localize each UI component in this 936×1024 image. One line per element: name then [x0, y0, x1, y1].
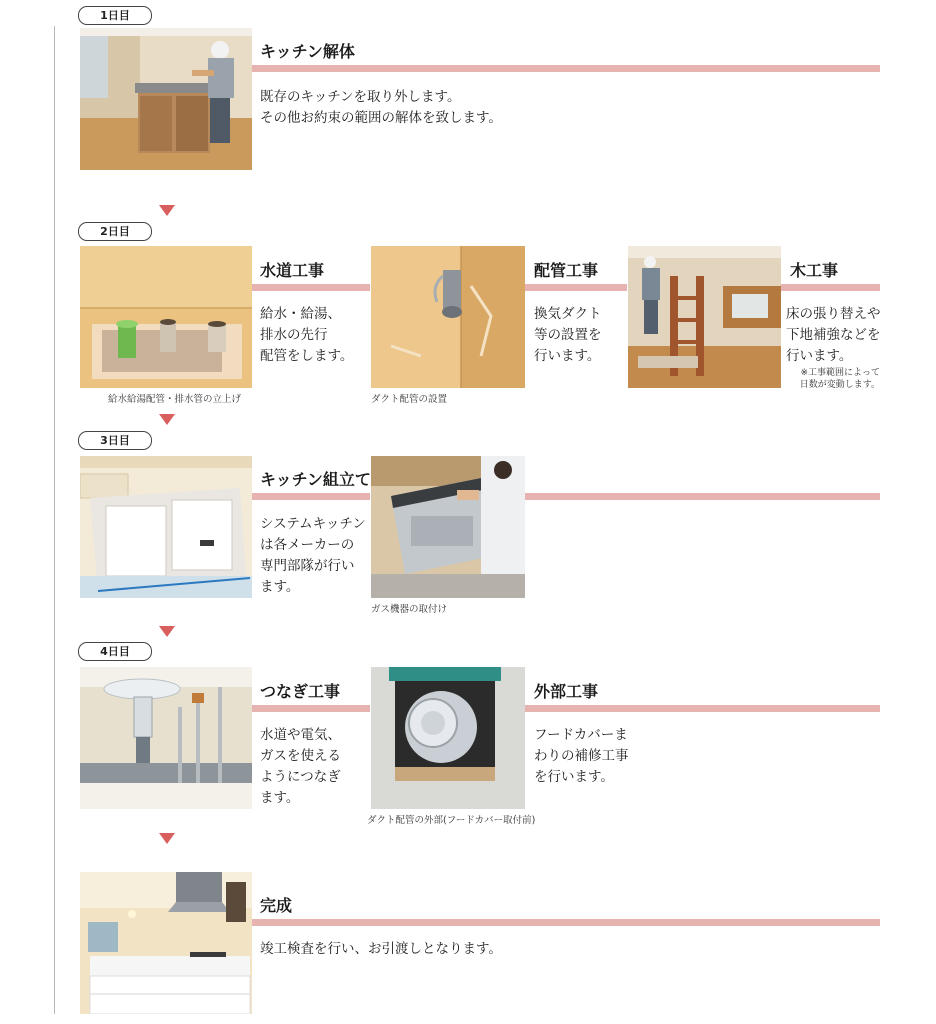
kitchen-assembly-bar-right	[525, 493, 880, 500]
plumbing-title: 水道工事	[260, 261, 325, 280]
plumbing-desc: 給水・給湯、 排水の先行 配管をします。	[260, 306, 354, 364]
kitchen-demolition-desc: 既存のキッチンを取り外します。 その他お約束の範囲の解体を致します。	[260, 89, 502, 126]
kitchen-demolition-title: キッチン解体	[260, 42, 355, 61]
day-4-badge: 4日目	[78, 642, 152, 661]
arrow-down-icon	[159, 414, 175, 425]
completion-bar	[252, 919, 880, 926]
connection-photo	[80, 667, 252, 809]
carpentry-desc: 床の張り替えや 下地補強などを 行います。	[786, 306, 881, 364]
duct-piping-title: 配管工事	[534, 261, 599, 280]
exterior-work-bar	[525, 705, 880, 712]
arrow-down-icon	[159, 833, 175, 844]
carpentry-bar	[781, 284, 880, 291]
day-1-badge: 1日目	[78, 6, 152, 25]
gas-appliance-photo	[371, 456, 525, 598]
duct-piping-photo	[371, 246, 525, 388]
connection-bar	[252, 705, 370, 712]
kitchen-assembly-bar-left	[252, 493, 370, 500]
exterior-work-title: 外部工事	[534, 682, 599, 701]
exterior-duct-photo	[371, 667, 525, 809]
gas-appliance-caption: ガス機器の取付け	[371, 604, 448, 615]
duct-piping-caption: ダクト配管の設置	[371, 394, 448, 405]
kitchen-assembly-title: キッチン組立て	[260, 470, 371, 489]
day-3-badge: 3日目	[78, 431, 152, 450]
exterior-work-desc: フードカバーま わりの補修工事 を行います。	[534, 727, 629, 785]
kitchen-demolition-bar	[252, 65, 880, 72]
carpentry-title: 木工事	[790, 261, 839, 280]
day-2-badge: 2日目	[78, 222, 152, 241]
plumbing-caption: 給水給湯配管・排水管の立上げ	[108, 394, 242, 405]
connection-title: つなぎ工事	[260, 682, 341, 701]
duct-piping-bar	[525, 284, 627, 291]
completion-desc: 竣工検査を行い、お引渡しとなります。	[260, 941, 502, 957]
duration-note: ※工事範囲によって 日数が変動します。	[799, 368, 880, 390]
exterior-duct-caption: ダクト配管の外部(フードカバー取付前)	[367, 815, 536, 826]
completed-kitchen-photo	[80, 872, 252, 1014]
duct-piping-desc: 換気ダクト 等の設置を 行います。	[534, 306, 602, 364]
timeline-line	[54, 26, 55, 1014]
carpentry-photo	[628, 246, 781, 388]
plumbing-bar	[252, 284, 370, 291]
kitchen-demolition-photo	[80, 28, 252, 170]
connection-desc: 水道や電気、 ガスを使える ようにつなぎ ます。	[260, 727, 341, 806]
kitchen-assembly-desc: システムキッチン は各メーカーの 専門部隊が行い ます。	[260, 516, 366, 595]
completion-title: 完成	[260, 896, 293, 915]
arrow-down-icon	[159, 205, 175, 216]
plumbing-photo	[80, 246, 252, 388]
arrow-down-icon	[159, 626, 175, 637]
kitchen-assembly-photo	[80, 456, 252, 598]
